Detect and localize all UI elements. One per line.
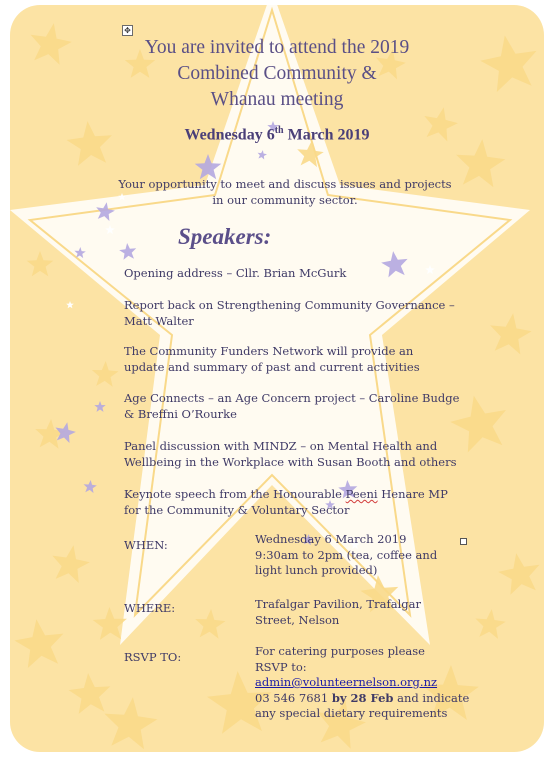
keynote-line-1 [124, 487, 462, 503]
when-line-2: 9:30am to 2pm (tea, coffee and [255, 547, 438, 562]
when-line-1: Wednesday 6 March 2019 [255, 532, 407, 546]
speaker-line: Opening address – Cllr. Brian McGurk [124, 266, 347, 280]
speaker-item-keynote [124, 487, 462, 518]
intro-text [100, 176, 470, 208]
speaker-line: Matt Walter [124, 313, 194, 328]
yellow-star [52, 545, 90, 583]
speaker-line: Wellbeing in the Workplace with Susan Booth and others [124, 454, 457, 469]
rsvp-label: RSVP TO: [124, 650, 182, 664]
yellow-star [475, 609, 505, 639]
speaker-item-governance [124, 298, 462, 329]
rsvp-phone: 03 546 7681 [255, 690, 332, 705]
date-superscript: th [274, 125, 284, 136]
speaker-item-opening [124, 266, 462, 282]
keynote-before: Keynote speech from the Honourable [124, 487, 346, 501]
speaker-item-panel [124, 439, 462, 470]
white-sparkle-star [66, 301, 74, 308]
title-line-3: Whanau meeting [210, 89, 344, 110]
rsvp-line-2: RSVP to: [255, 659, 307, 674]
event-date-heading [10, 125, 544, 144]
speaker-line: The Community Funders Network will provide an [124, 344, 414, 358]
star-background [10, 5, 544, 752]
where-line-1: Trafalgar Pavilion, Trafalgar [255, 597, 421, 611]
title-line-2: Combined Community & [177, 63, 377, 84]
keynote-after: Henare MP [377, 487, 448, 501]
rsvp-line-4 [255, 691, 469, 707]
purple-star [94, 401, 105, 412]
invitation-title [10, 35, 544, 113]
rsvp-line-5: any special dietary requirements [255, 706, 448, 720]
when-value [255, 532, 437, 579]
yellow-star [498, 553, 539, 595]
speaker-line: update and summary of past and current activities [124, 359, 420, 374]
yellow-star [14, 619, 63, 668]
purple-star [84, 480, 97, 493]
keynote-name: Peeni [345, 487, 378, 501]
rsvp-deadline: by 28 Feb [331, 690, 394, 705]
yellow-star [92, 361, 119, 387]
yellow-star [195, 609, 225, 639]
intro-line-1: Your opportunity to meet and discuss issues and projects [118, 177, 452, 191]
date-suffix: March 2019 [283, 126, 370, 144]
yellow-star [69, 673, 111, 714]
yellow-star [27, 251, 54, 276]
date-prefix: Wednesday 6 [184, 126, 275, 144]
yellow-star [490, 313, 532, 354]
rsvp-email-link[interactable]: admin@volunteernelson.org.nz [255, 675, 438, 689]
rsvp-line-3 [255, 675, 469, 691]
when-line-3: light lunch provided) [255, 563, 378, 577]
speaker-line: Panel discussion with MINDZ – on Mental Health and [124, 439, 438, 453]
intro-line-2: in our community sector. [212, 193, 358, 207]
speakers-heading: Speakers: [178, 224, 272, 249]
rsvp-after-deadline: and indicate [393, 690, 470, 705]
when-label: WHEN: [124, 538, 168, 552]
speaker-line: & Breffni O’Rourke [124, 406, 237, 421]
where-label: WHERE: [124, 601, 176, 615]
resize-handle[interactable] [460, 538, 467, 545]
speaker-line: Age Connects – an Age Concern project – Caroline Budge [124, 391, 460, 405]
speaker-line: Report back on Strengthening Community Governance – [124, 298, 455, 312]
keynote-line-2: for the Community & Voluntary Sector [124, 502, 350, 517]
rsvp-line-1: For catering purposes please [255, 644, 425, 658]
title-line-1: You are invited to attend the 2019 [144, 37, 410, 58]
speaker-item-funders [124, 344, 462, 375]
where-line-2: Street, Nelson [255, 612, 340, 627]
table-move-handle-icon[interactable]: ✥ [122, 25, 133, 36]
where-value [255, 597, 421, 628]
rsvp-value [255, 644, 469, 722]
speaker-item-age-connects [124, 391, 462, 422]
yellow-star [104, 697, 157, 749]
invitation-flyer [10, 5, 544, 752]
